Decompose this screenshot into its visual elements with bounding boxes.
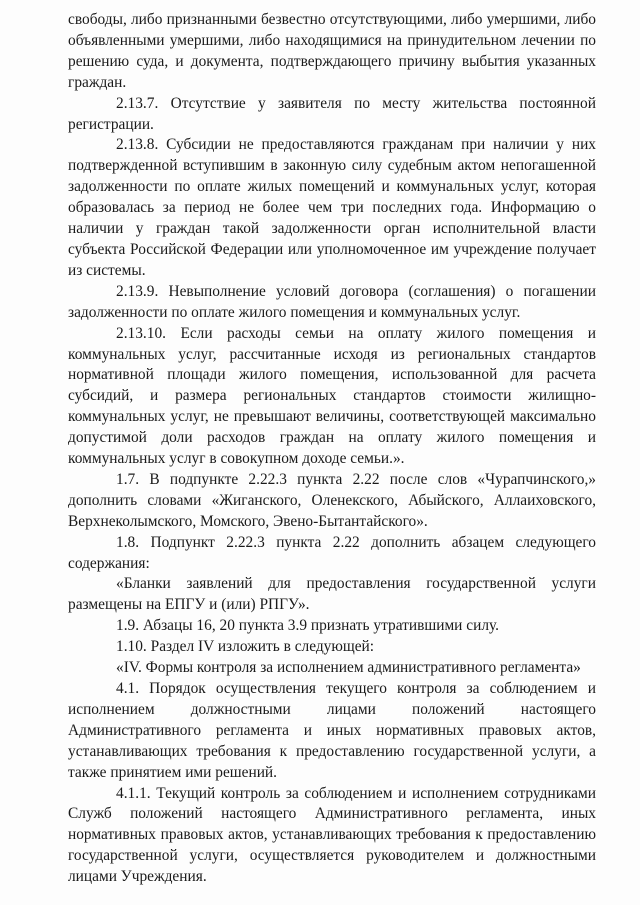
paragraph-2-13-9: 2.13.9. Невыполнение условий договора (соглашения) о погашении задолженности по оплате жилого помещения и коммунальных услуг. — [68, 282, 596, 321]
paragraph-1-9: 1.9. Абзацы 16, 20 пункта 3.9 признать утратившими силу. — [116, 617, 500, 635]
paragraph-quote-forms: «Бланки заявлений для предоставления государственной услуги размещены на ЕПГУ и (или) РПГУ». — [68, 575, 596, 614]
paragraph-1-7: 1.7. В подпункте 2.22.3 пункта 2.22 после слов «Чурапчинского,» дополнить словами «Жиганского, Оленекского, Абыйского, Аллаиховского, Верхнеколымского, Момского, Эвено-Бытантайского». — [68, 470, 596, 530]
section-heading-iv: «IV. Формы контроля за исполнением административного регламента» — [116, 659, 581, 677]
paragraph-2-13-10: 2.13.10. Если расходы семьи на оплату жилого помещения и коммунальных услуг, рассчитанные исходя из региональных стандартов нормативной площади жилого помещения, использованной для расчета субсидий, и размера региональных стандартов стоимости жилищно-коммунальных услуг, не превышают величины, соответствующей максимально допустимой доли расходов граждан на оплату жилого помещения и коммунальных услуг в совокупном доходе семьи.». — [68, 324, 596, 468]
paragraph-continuation: свободы, либо признанными безвестно отсутствующими, либо умершими, либо объявленными умершими, либо находящимися на принудительном лечении по решению суда, и документа, подтверждающего причину выбытия указанных граждан. — [68, 11, 596, 91]
paragraph-2-13-8: 2.13.8. Субсидии не предоставляются гражданам при наличии у них подтвержденной вступившим в законную силу судебным актом непогашенной задолженности по оплате жилых помещений и коммунальных услуг, которая образовалась за период не более чем три последних года. Информацию о наличии у граждан такой задолженности орган исполнительной власти субъекта Российской Федерации или уполномоченное им учреждение получает из системы. — [68, 136, 596, 279]
paragraph-1-10: 1.10. Раздел IV изложить в следующей: — [116, 638, 375, 656]
paragraph-1-8: 1.8. Подпункт 2.22.3 пункта 2.22 дополнить абзацем следующего содержания: — [68, 533, 596, 572]
document-body — [68, 10, 596, 888]
paragraph-4-1: 4.1. Порядок осуществления текущего контроля за соблюдением и исполнением должностными лицами положений настоящего Административного регламента и иных нормативных правовых актов, устанавливающих требования к предоставлению государственной услуги, а также принятием ими решений. — [68, 680, 596, 781]
paragraph-4-1-1: 4.1.1. Текущий контроль за соблюдением и исполнением сотрудниками Служб положений настоящего Административного регламента, иных нормативных правовых актов, устанавливающих требования к предоставлению государственной услуги, осуществляется руководителем и должностными лицами Учреждения. — [68, 784, 596, 886]
paragraph-2-13-7: 2.13.7. Отсутствие у заявителя по месту жительства постоянной регистрации. — [68, 94, 596, 133]
